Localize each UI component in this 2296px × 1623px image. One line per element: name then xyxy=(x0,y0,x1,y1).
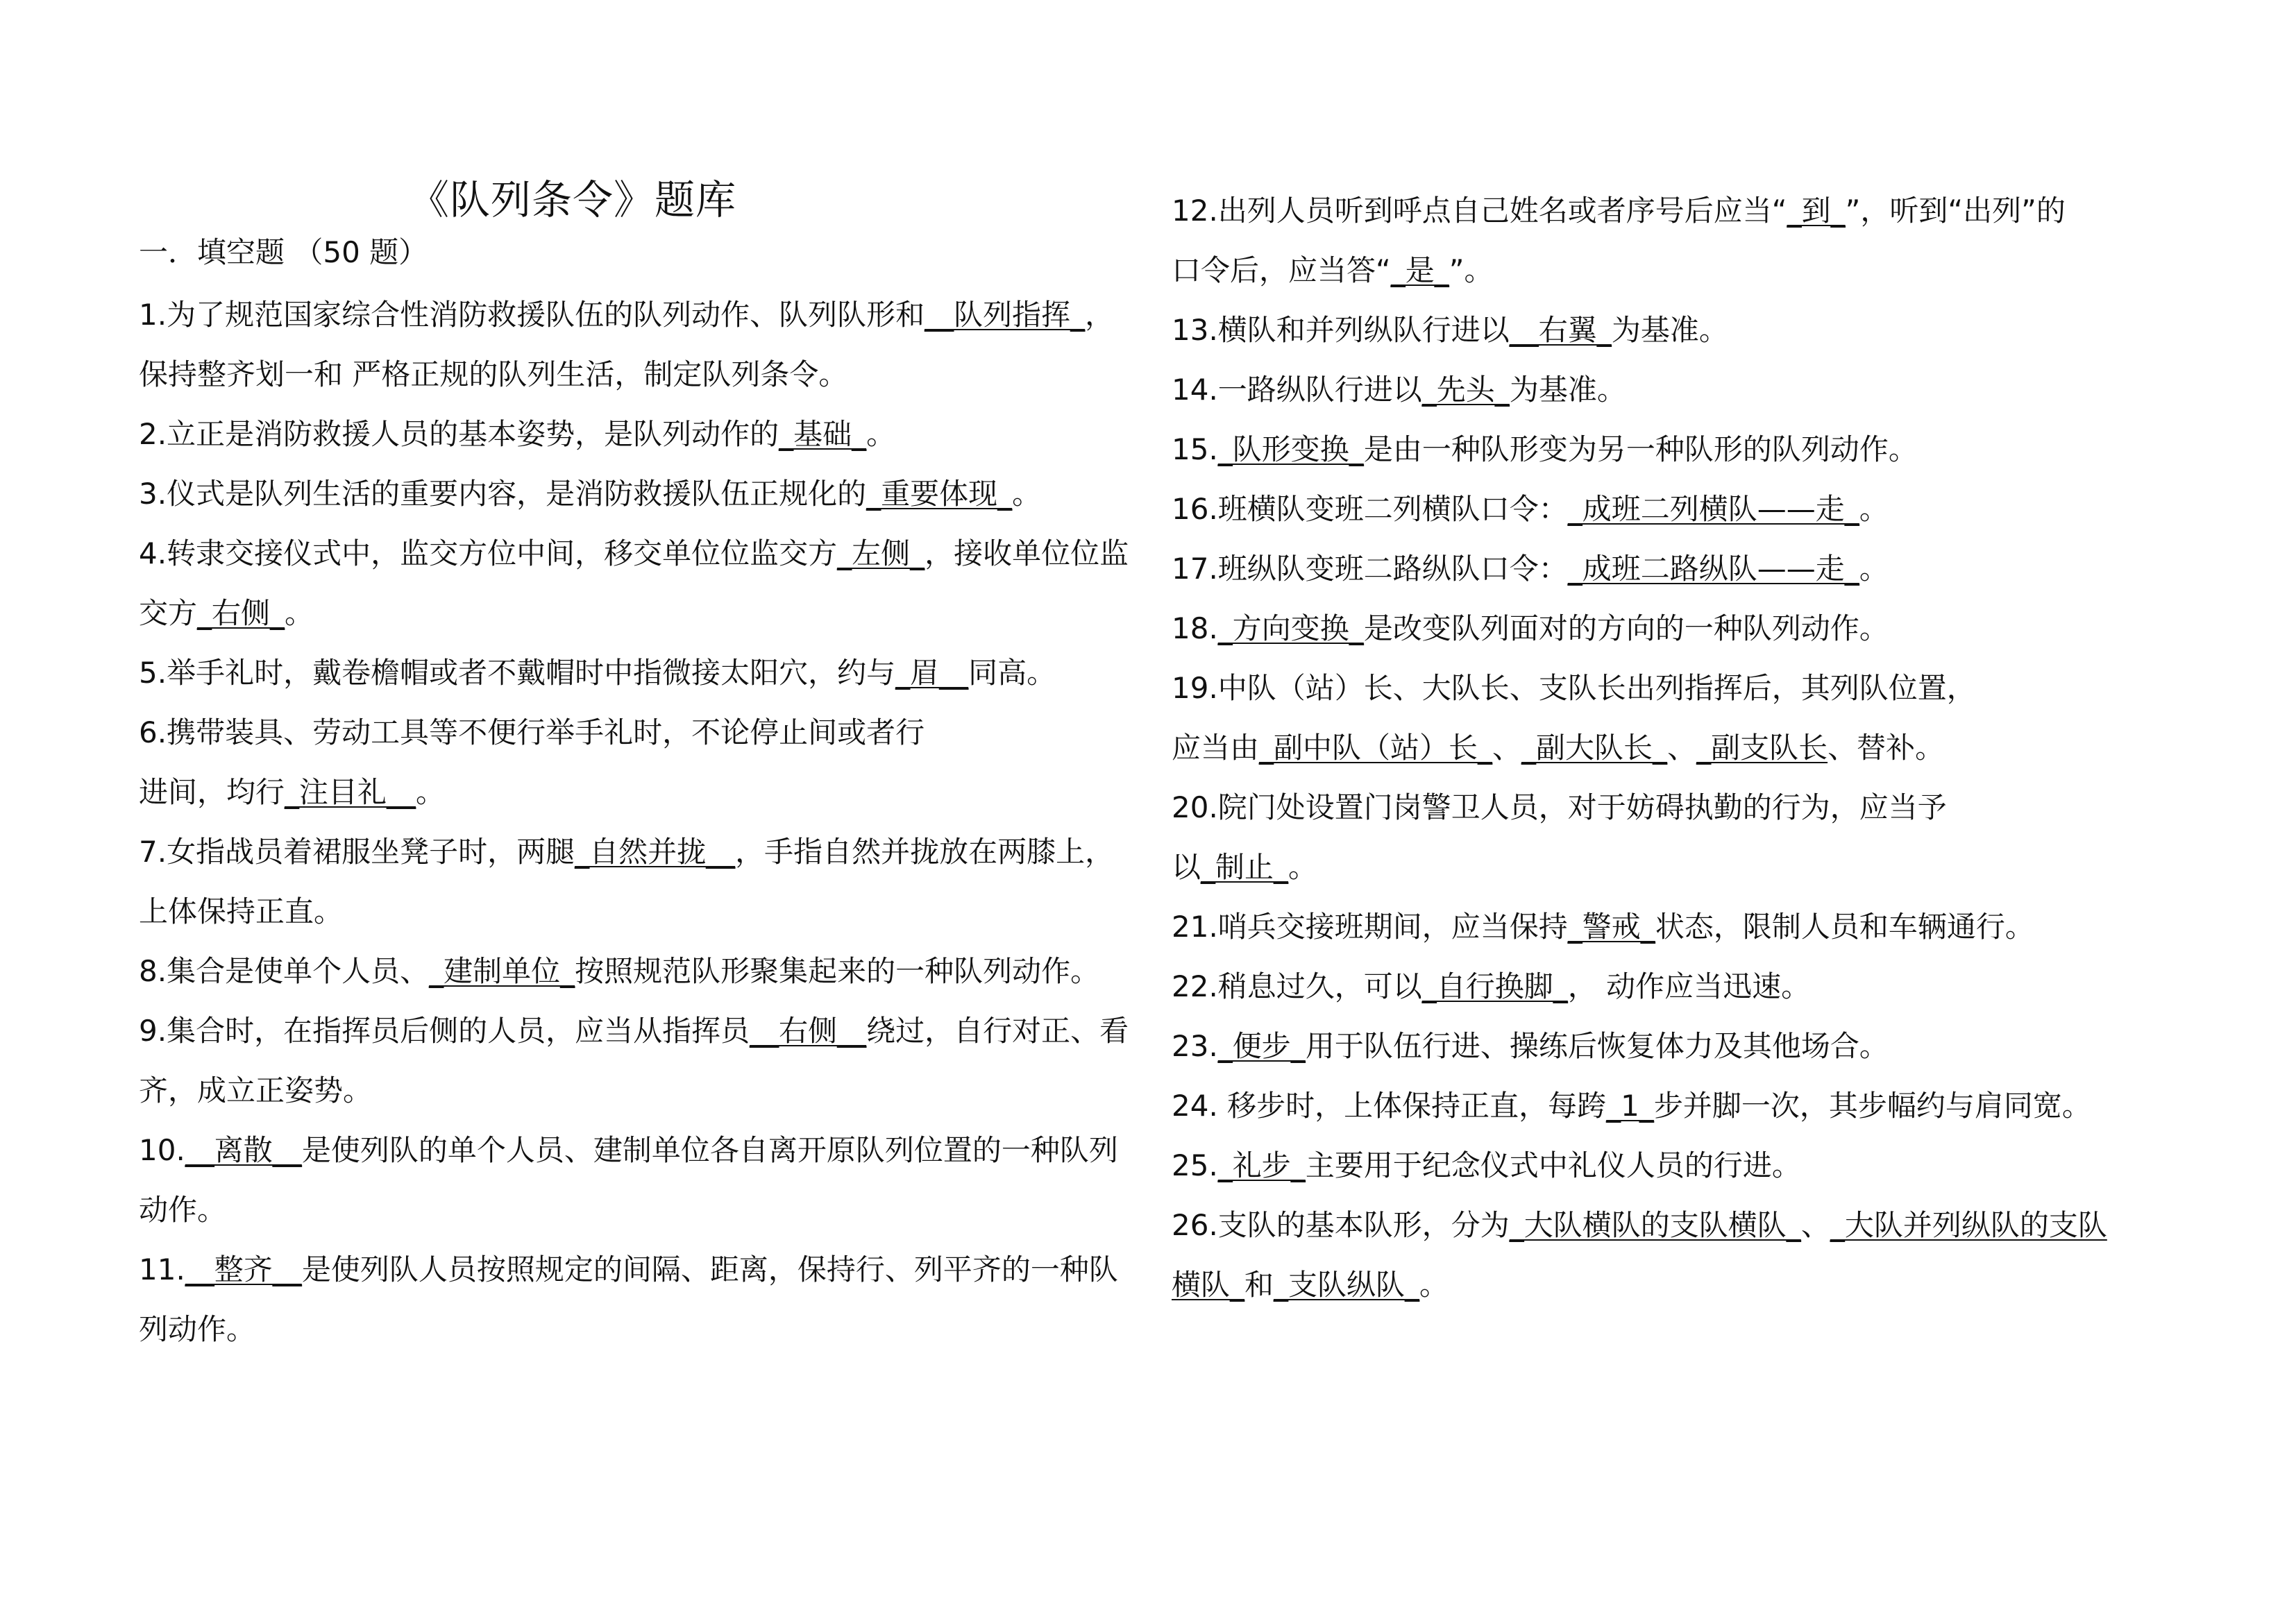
right-line xyxy=(1172,360,1626,420)
question-text: 18. xyxy=(1172,611,1218,645)
right-line xyxy=(1172,778,1947,838)
left-line xyxy=(139,1300,255,1359)
question-text: 、 xyxy=(1800,1208,1830,1242)
question-text: 。 xyxy=(866,417,896,451)
question-text: 。 xyxy=(1012,477,1042,511)
right-line xyxy=(1172,957,1810,1017)
answer-blank: _副中队（站）长_ xyxy=(1259,731,1493,765)
answer-blank: _1_ xyxy=(1606,1089,1654,1123)
section-heading: 一．填空题 （50 题） xyxy=(139,235,428,269)
question-text: 是使列队的单个人员、建制单位各自离开原队列位置的一种队列 xyxy=(301,1133,1118,1167)
right-line xyxy=(1172,300,1728,360)
right-line xyxy=(1172,718,1944,778)
right-line xyxy=(1172,1196,2107,1255)
question-text: 主要用于纪念仪式中礼仪人员的行进。 xyxy=(1305,1148,1801,1182)
question-text: 23. xyxy=(1172,1029,1218,1063)
question-text: 26.支队的基本队形，分为 xyxy=(1172,1208,1510,1242)
question-text: 以 xyxy=(1172,850,1201,884)
question-text: ”，听到“出列”的 xyxy=(1845,194,2066,228)
answer-blank: _到_ xyxy=(1787,194,1846,228)
question-text: 25. xyxy=(1172,1148,1218,1182)
answer-blank: _成班二列横队——走_ xyxy=(1567,492,1859,526)
question-text: 上体保持正直。 xyxy=(139,894,344,928)
answer-blank: __右侧__ xyxy=(750,1014,867,1048)
left-line xyxy=(139,1121,1118,1180)
left-line xyxy=(139,643,1056,703)
left-line xyxy=(139,464,1041,524)
question-text: 。 xyxy=(1288,850,1318,884)
question-text: 。 xyxy=(285,596,314,630)
question-text: 为基准。 xyxy=(1509,373,1626,407)
answer-blank: _大队横队的支队横队_ xyxy=(1509,1208,1801,1242)
question-text: 步并脚一次，其步幅约与肩同宽。 xyxy=(1653,1089,2091,1123)
answer-blank: _支队纵队_ xyxy=(1274,1268,1420,1302)
left-line xyxy=(139,1240,1118,1300)
question-text: 2.立正是消防救援人员的基本姿势，是队列动作的 xyxy=(139,417,779,451)
question-text: 是由一种队形变为另一种队形的队列动作。 xyxy=(1363,432,1918,466)
right-line xyxy=(1172,420,1918,479)
question-text: 是使列队人员按照规定的间隔、距离，保持行、列平齐的一种队 xyxy=(301,1252,1118,1286)
answer-blank: __离散__ xyxy=(185,1133,302,1167)
question-text: 。 xyxy=(1419,1268,1449,1302)
question-text: 20.院门处设置门岗警卫人员，对于妨碍执勤的行为，应当予 xyxy=(1172,790,1947,824)
question-text: 17.班纵队变班二路纵队口令： xyxy=(1172,552,1568,586)
left-line xyxy=(139,1001,1129,1061)
question-text: ，手指自然并拢放在两膝上， xyxy=(735,835,1115,869)
question-text: 、 xyxy=(1667,731,1697,765)
right-line xyxy=(1172,599,1889,658)
answer-blank: _副支队长 xyxy=(1696,731,1828,765)
question-text: 口令后，应当答“ xyxy=(1172,253,1391,287)
question-text: ， xyxy=(1085,298,1115,332)
right-line xyxy=(1172,241,1494,300)
question-text: 动作。 xyxy=(139,1193,227,1227)
question-text: 交方 xyxy=(139,596,198,630)
answer-blank: _是_ xyxy=(1390,253,1449,287)
question-text: 用于队伍行进、操练后恢复体力及其他场合。 xyxy=(1305,1029,1889,1063)
answer-blank: _右侧_ xyxy=(197,596,285,630)
question-text: 状态，限制人员和车辆通行。 xyxy=(1655,910,2034,944)
left-line xyxy=(139,405,895,464)
question-text: 21.哨兵交接班期间，应当保持 xyxy=(1172,910,1568,944)
question-text: 12.出列人员听到呼点自己姓名或者序号后应当“ xyxy=(1172,194,1787,228)
question-text: 同高。 xyxy=(968,656,1056,690)
right-line xyxy=(1172,838,1317,897)
left-line xyxy=(139,345,847,405)
question-text: 为基准。 xyxy=(1611,313,1728,347)
right-line xyxy=(1172,1136,1801,1196)
left-line xyxy=(139,822,1114,882)
answer-blank: _成班二路纵队——走_ xyxy=(1567,552,1859,586)
page-title: 《队列条令》题库 xyxy=(408,176,736,223)
right-line xyxy=(1172,181,2066,241)
question-text: 。 xyxy=(1859,492,1889,526)
question-text: 13.横队和并列纵队行进以 xyxy=(1172,313,1510,347)
answer-blank: _注目礼__ xyxy=(285,775,416,809)
question-text: 、替补。 xyxy=(1827,731,1945,765)
answer-blank: _眉__ xyxy=(895,656,969,690)
left-line xyxy=(139,882,343,942)
question-text: 19.中队（站）长、大队长、支队长出列指挥后，其列队位置， xyxy=(1172,671,1976,705)
answer-blank: _制止_ xyxy=(1201,850,1289,884)
question-text: 。 xyxy=(1859,552,1889,586)
question-text: 22.稍息过久，可以 xyxy=(1172,969,1422,1003)
question-text: 8.集合是使单个人员、 xyxy=(139,954,430,988)
question-text: 是改变队列面对的方向的一种队列动作。 xyxy=(1363,611,1889,645)
question-text: 、 xyxy=(1492,731,1522,765)
question-text: 16.班横队变班二列横队口令： xyxy=(1172,492,1568,526)
question-text: 应当由 xyxy=(1172,731,1260,765)
answer-blank: _便步_ xyxy=(1217,1029,1306,1063)
question-text: 4.转隶交接仪式中，监交方位中间，移交单位位监交方 xyxy=(139,536,838,570)
answer-blank: _副大队长_ xyxy=(1521,731,1668,765)
answer-blank: _自然并拢__ xyxy=(575,835,736,869)
left-line xyxy=(139,763,445,822)
question-text: 进间，均行 xyxy=(139,775,285,809)
answer-blank: __整齐__ xyxy=(185,1252,302,1286)
question-text: 按照规范队形聚集起来的一种队列动作。 xyxy=(575,954,1100,988)
question-text: 齐，成立正姿势。 xyxy=(139,1073,373,1107)
left-line xyxy=(139,942,1099,1001)
question-text: 24. 移步时，上体保持正直，每跨 xyxy=(1172,1089,1607,1123)
left-line xyxy=(139,524,1129,584)
right-line xyxy=(1172,1255,1449,1315)
right-line xyxy=(1172,539,1889,599)
answer-blank: _队形变换_ xyxy=(1217,432,1364,466)
answer-blank: _礼步_ xyxy=(1217,1148,1306,1182)
right-line xyxy=(1172,479,1889,539)
right-line xyxy=(1172,1017,1889,1076)
answer-blank: _自行换脚_ xyxy=(1421,969,1568,1003)
question-text: ， 动作应当迅速。 xyxy=(1567,969,1811,1003)
question-text: 。 xyxy=(416,775,446,809)
left-line xyxy=(139,285,1114,345)
question-text: 9.集合时，在指挥员后侧的人员，应当从指挥员 xyxy=(139,1014,750,1048)
answer-blank: __队列指挥_ xyxy=(925,298,1086,332)
answer-blank: _方向变换_ xyxy=(1217,611,1364,645)
question-text: 10. xyxy=(139,1133,185,1167)
question-text: 和 xyxy=(1244,1268,1274,1302)
left-line xyxy=(139,1180,226,1240)
answer-blank: _建制单位_ xyxy=(429,954,575,988)
question-text: ，接收单位位监 xyxy=(925,536,1129,570)
question-text: 6.携带装具、劳动工具等不便行举手礼时，不论停止间或者行 xyxy=(139,715,925,749)
left-line xyxy=(139,584,314,643)
question-text: 3.仪式是队列生活的重要内容，是消防救援队伍正规化的 xyxy=(139,477,867,511)
answer-blank: _左侧_ xyxy=(837,536,925,570)
left-line xyxy=(139,1061,372,1121)
question-text: 保持整齐划一和 严格正规的队列生活，制定队列条令。 xyxy=(139,357,848,391)
answer-blank: _先头_ xyxy=(1421,373,1510,407)
question-text: ”。 xyxy=(1449,253,1494,287)
question-text: 1.为了规范国家综合性消防救援队伍的队列动作、队列队形和 xyxy=(139,298,925,332)
right-line xyxy=(1172,658,1976,718)
right-line xyxy=(1172,897,2034,957)
question-text: 7.女指战员着裙服坐凳子时，两腿 xyxy=(139,835,575,869)
question-text: 11. xyxy=(139,1252,185,1286)
question-text: 绕过，自行对正、看 xyxy=(866,1014,1129,1048)
left-line xyxy=(139,703,925,763)
answer-blank: _大队并列纵队的支队 xyxy=(1830,1208,2107,1242)
answer-blank: _重要体现_ xyxy=(866,477,1013,511)
answer-blank: __右翼_ xyxy=(1509,313,1612,347)
answer-blank: _基础_ xyxy=(779,417,867,451)
question-text: 列动作。 xyxy=(139,1312,256,1346)
right-line xyxy=(1172,1076,2091,1136)
answer-blank: _警戒_ xyxy=(1567,910,1655,944)
answer-blank: 横队_ xyxy=(1172,1268,1245,1302)
question-text: 5.举手礼时，戴卷檐帽或者不戴帽时中指微接太阳穴，约与 xyxy=(139,656,896,690)
question-text: 15. xyxy=(1172,432,1218,466)
question-text: 14.一路纵队行进以 xyxy=(1172,373,1422,407)
